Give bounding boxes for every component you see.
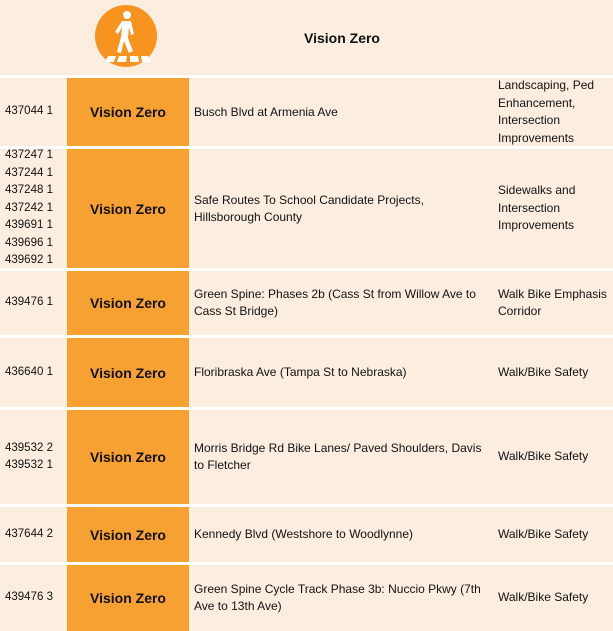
project-id-cell: [0, 410, 64, 504]
table-title: Vision Zero: [304, 29, 380, 46]
table-row: [0, 410, 613, 504]
project-type: Walk/Bike Safety: [498, 449, 589, 464]
project-id: 439532 2: [5, 441, 53, 454]
program-cell: Vision Zero: [67, 507, 189, 562]
project-id-cell: [0, 338, 64, 407]
table-row: [0, 565, 613, 631]
header-row: [0, 0, 613, 75]
project-description: Green Spine: Phases 2b (Cass St from Willow Ave to Cass St Bridge): [194, 287, 476, 318]
project-id: 439476 3: [5, 591, 53, 604]
project-type: Walk/Bike Safety: [498, 364, 589, 379]
program-cell: Vision Zero: [67, 271, 189, 335]
table-row: [0, 78, 613, 146]
project-id-cell: [0, 271, 64, 335]
project-description: Kennedy Blvd (Westshore to Woodlynne): [194, 527, 414, 541]
project-id: 437244 1: [5, 166, 53, 179]
project-type: Walk/Bike Safety: [498, 526, 589, 541]
project-id-cell: [0, 565, 64, 631]
project-id-cell: [0, 78, 64, 146]
project-id: 439476 1: [5, 296, 53, 309]
project-id: 439691 1: [5, 219, 53, 232]
project-description: Floribraska Ave (Tampa St to Nebraska): [194, 365, 407, 379]
project-description: Morris Bridge Rd Bike Lanes/ Paved Shoulders, Davis to Fletcher: [194, 441, 482, 472]
project-description: Safe Routes To School Candidate Projects, Hillsborough County: [194, 192, 424, 224]
table-row: [0, 149, 613, 268]
project-description: Green Spine Cycle Track Phase 3b: Nuccio Pkwy (7th Ave to 13th Ave): [194, 582, 481, 613]
project-id: 437248 1: [5, 184, 53, 197]
program-cell: Vision Zero: [67, 565, 189, 631]
project-id: 439696 1: [5, 236, 53, 249]
project-id: 437247 1: [5, 149, 53, 162]
table-row: [0, 507, 613, 562]
project-id: 436640 1: [5, 365, 53, 378]
project-id: 439692 1: [5, 254, 53, 267]
project-id: 437044 1: [5, 105, 53, 118]
pedestrian-crossing-icon: [94, 4, 158, 68]
project-type: Walk/Bike Safety: [498, 590, 589, 605]
project-type: Walk Bike Emphasis Corridor: [498, 286, 607, 318]
project-id: 437644 2: [5, 527, 53, 540]
project-type: Sidewalks and Intersection Improvements: [498, 183, 576, 233]
project-id-cell: [0, 149, 64, 268]
program-cell: Vision Zero: [67, 338, 189, 407]
program-cell: Vision Zero: [67, 410, 189, 504]
program-cell: Vision Zero: [67, 78, 189, 146]
table-row: [0, 338, 613, 407]
project-id-cell: [0, 507, 64, 562]
project-id: 439532 1: [5, 459, 53, 471]
project-type: Landscaping, Ped Enhancement, Intersection Improvements: [498, 78, 595, 145]
project-description: Busch Blvd at Armenia Ave: [194, 104, 338, 119]
project-id: 437242 1: [5, 201, 53, 214]
program-cell: Vision Zero: [67, 149, 189, 268]
table-row: [0, 271, 613, 335]
